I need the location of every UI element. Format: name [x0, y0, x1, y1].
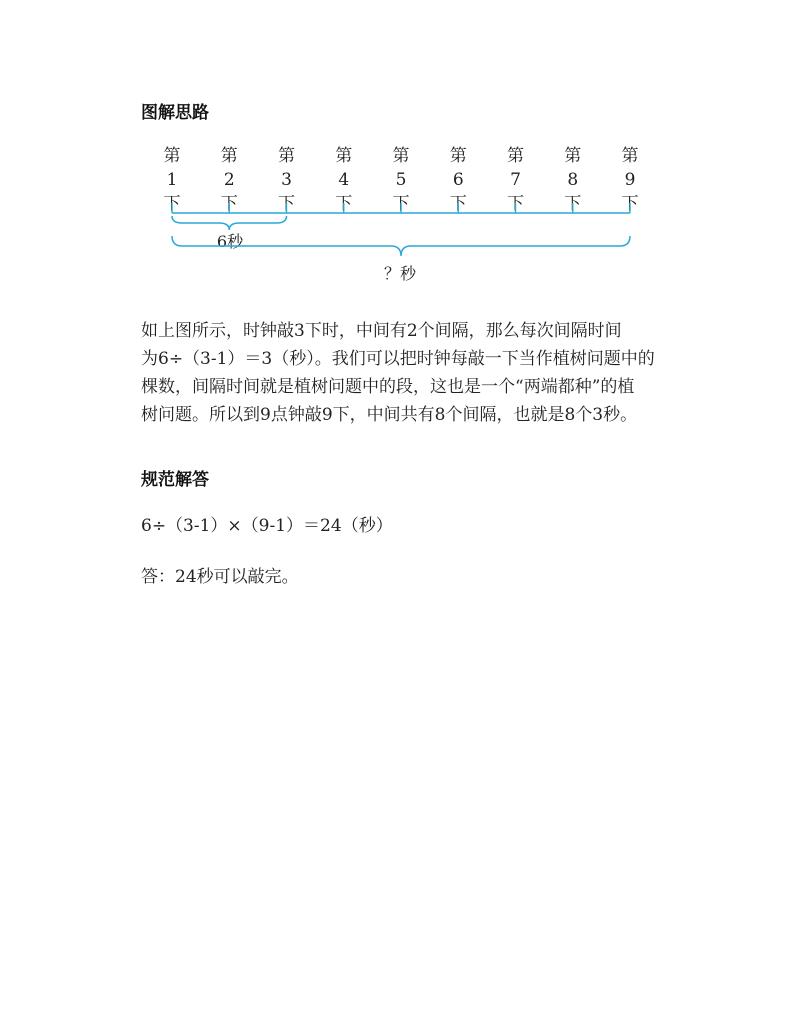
- strike-label-top: 第: [220, 146, 238, 166]
- strike-number: 3: [281, 170, 292, 190]
- strike-label-top: 第: [507, 146, 524, 166]
- strike-number: 7: [510, 170, 521, 190]
- clock-strike-diagram: [150, 140, 650, 285]
- section-title-solution: 规范解答: [141, 470, 209, 490]
- strike-columns: [164, 146, 639, 214]
- strike-label-top: 第: [621, 146, 639, 166]
- strike-number: 2: [223, 170, 235, 190]
- strike-label-bottom: 下: [278, 194, 295, 214]
- large-brace-label: ？秒: [383, 264, 417, 283]
- strike-number: 5: [395, 170, 407, 190]
- solution-answer: 答：24秒可以敲完。: [141, 567, 299, 587]
- explanation-line-1: 如上图所示，时钟敲3下时，中间有2个间隔，那么每次间隔时间: [141, 321, 622, 341]
- strike-label-bottom: 下: [449, 194, 467, 214]
- strike-label-bottom: 下: [335, 194, 353, 214]
- strike-label-top: 第: [449, 146, 467, 166]
- strike-label-bottom: 下: [163, 194, 181, 214]
- strike-number: 1: [166, 170, 178, 190]
- strike-number: 6: [452, 170, 464, 190]
- section-title-diagram: 图解思路: [141, 103, 209, 123]
- strike-label-bottom: 下: [564, 194, 582, 214]
- explanation-line-2: 为6÷（3-1）＝3（秒）。我们可以把时钟每敲一下当作植树问题中的: [141, 349, 655, 369]
- explanation-paragraph: [141, 317, 661, 429]
- strike-number: 8: [567, 170, 579, 190]
- strike-label-bottom: 下: [621, 194, 639, 214]
- strike-label-bottom: 下: [220, 194, 238, 214]
- explanation-line-3: 棵数，间隔时间就是植树问题中的段，这也是一个“两端都种”的植: [141, 377, 635, 397]
- strike-number: 9: [624, 170, 636, 190]
- strike-label-top: 第: [163, 146, 181, 166]
- strike-label-top: 第: [392, 146, 410, 166]
- strike-label-top: 第: [335, 146, 353, 166]
- small-brace: [172, 216, 287, 230]
- strike-label-top: 第: [278, 146, 295, 166]
- small-brace-label: 6秒: [216, 232, 244, 251]
- strike-label-bottom: 下: [507, 194, 524, 214]
- strike-number: 4: [338, 170, 350, 190]
- strike-label-top: 第: [564, 146, 582, 166]
- explanation-line-4: 树问题。所以到9点钟敲9下，中间共有8个间隔，也就是8个3秒。: [141, 405, 638, 425]
- solution-equation: 6÷（3-1）×（9-1）＝24（秒）: [141, 516, 393, 536]
- strike-label-bottom: 下: [392, 194, 410, 214]
